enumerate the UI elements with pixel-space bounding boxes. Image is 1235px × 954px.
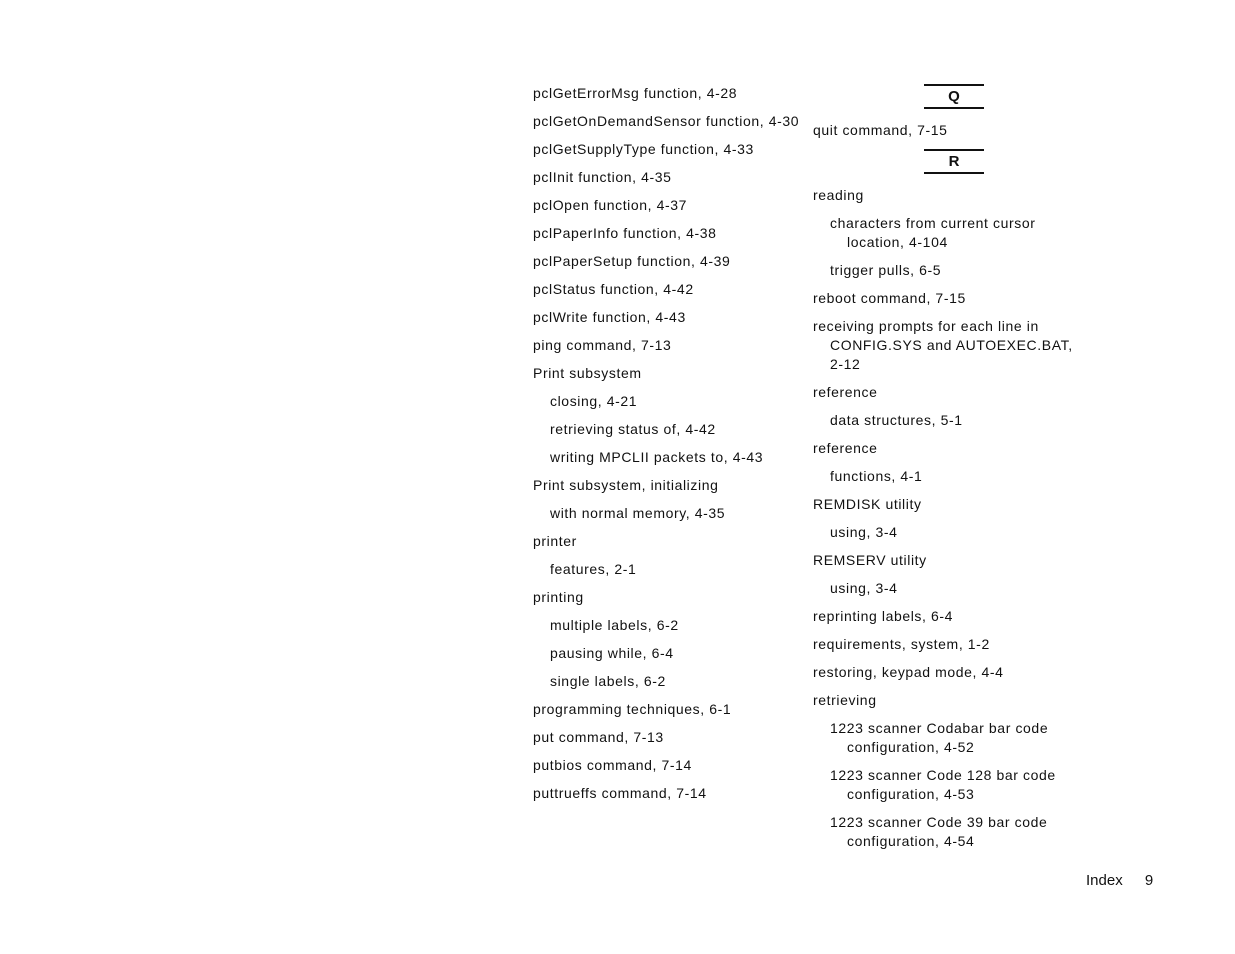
index-subentry: 1223 scanner Codabar bar code configuration, 4-52 [830, 720, 1049, 755]
index-entry: restoring, keypad mode, 4-4 [813, 664, 1004, 680]
index-entry: Print subsystem, initializing [533, 477, 719, 493]
index-entry: reprinting labels, 6-4 [813, 608, 954, 624]
index-entry: pclWrite function, 4-43 [533, 309, 686, 325]
index-entry: Print subsystem [533, 365, 642, 381]
index-entry: pclGetSupplyType function, 4-33 [533, 141, 754, 157]
index-subentry: writing MPCLII packets to, 4-43 [550, 449, 764, 465]
index-column-right [813, 84, 1083, 860]
letter-heading-r: R [924, 149, 984, 174]
index-subentry: 1223 scanner Code 39 bar code configuration, 4-54 [830, 814, 1048, 849]
index-entry: pclGetErrorMsg function, 4-28 [533, 85, 738, 101]
index-entry: receiving prompts for each line in CONFIG.SYS and AUTOEXEC.BAT, 2-12 [813, 318, 1073, 372]
index-entry: reboot command, 7-15 [813, 290, 966, 306]
index-subentry: characters from current cursor location, 4-104 [830, 215, 1036, 250]
page-footer [1086, 872, 1153, 889]
index-subentry: using, 3-4 [830, 524, 898, 540]
index-entry: pclPaperSetup function, 4-39 [533, 253, 731, 269]
index-subentry: with normal memory, 4-35 [550, 505, 726, 521]
index-subentry: pausing while, 6-4 [550, 645, 674, 661]
index-entry: printing [533, 589, 584, 605]
index-subentry: retrieving status of, 4-42 [550, 421, 716, 437]
index-subentry: using, 3-4 [830, 580, 898, 596]
index-subentry: data structures, 5-1 [830, 412, 963, 428]
index-entry: pclInit function, 4-35 [533, 169, 672, 185]
index-entry: REMSERV utility [813, 552, 927, 568]
index-subentry: 1223 scanner Code 128 bar code configuration, 4-53 [830, 767, 1056, 802]
index-entry: printer [533, 533, 577, 549]
index-entry: puttrueffs command, 7-14 [533, 785, 707, 801]
index-entry: put command, 7-13 [533, 729, 664, 745]
index-entry: quit command, 7-15 [813, 122, 948, 138]
letter-heading-q: Q [924, 84, 984, 109]
index-entry: reference [813, 440, 878, 456]
index-entry: reference [813, 384, 878, 400]
index-entry: programming techniques, 6-1 [533, 701, 732, 717]
index-entry: retrieving [813, 692, 877, 708]
index-entry: reading [813, 187, 864, 203]
page-number: 9 [1144, 872, 1154, 889]
index-subentry: trigger pulls, 6-5 [830, 262, 942, 278]
index-column-left [533, 84, 808, 812]
index-subentry: multiple labels, 6-2 [550, 617, 679, 633]
index-subentry: closing, 4-21 [550, 393, 638, 409]
footer-section-label: Index [1086, 872, 1123, 889]
index-entry: pclGetOnDemandSensor function, 4-30 [533, 113, 800, 129]
index-subentry: single labels, 6-2 [550, 673, 666, 689]
index-entry: putbios command, 7-14 [533, 757, 692, 773]
index-subentry: functions, 4-1 [830, 468, 923, 484]
index-entry: requirements, system, 1-2 [813, 636, 990, 652]
index-subentry: features, 2-1 [550, 561, 637, 577]
index-entry: pclPaperInfo function, 4-38 [533, 225, 717, 241]
index-entry: REMDISK utility [813, 496, 922, 512]
index-entry: ping command, 7-13 [533, 337, 672, 353]
index-entry: pclStatus function, 4-42 [533, 281, 694, 297]
index-entry: pclOpen function, 4-37 [533, 197, 688, 213]
